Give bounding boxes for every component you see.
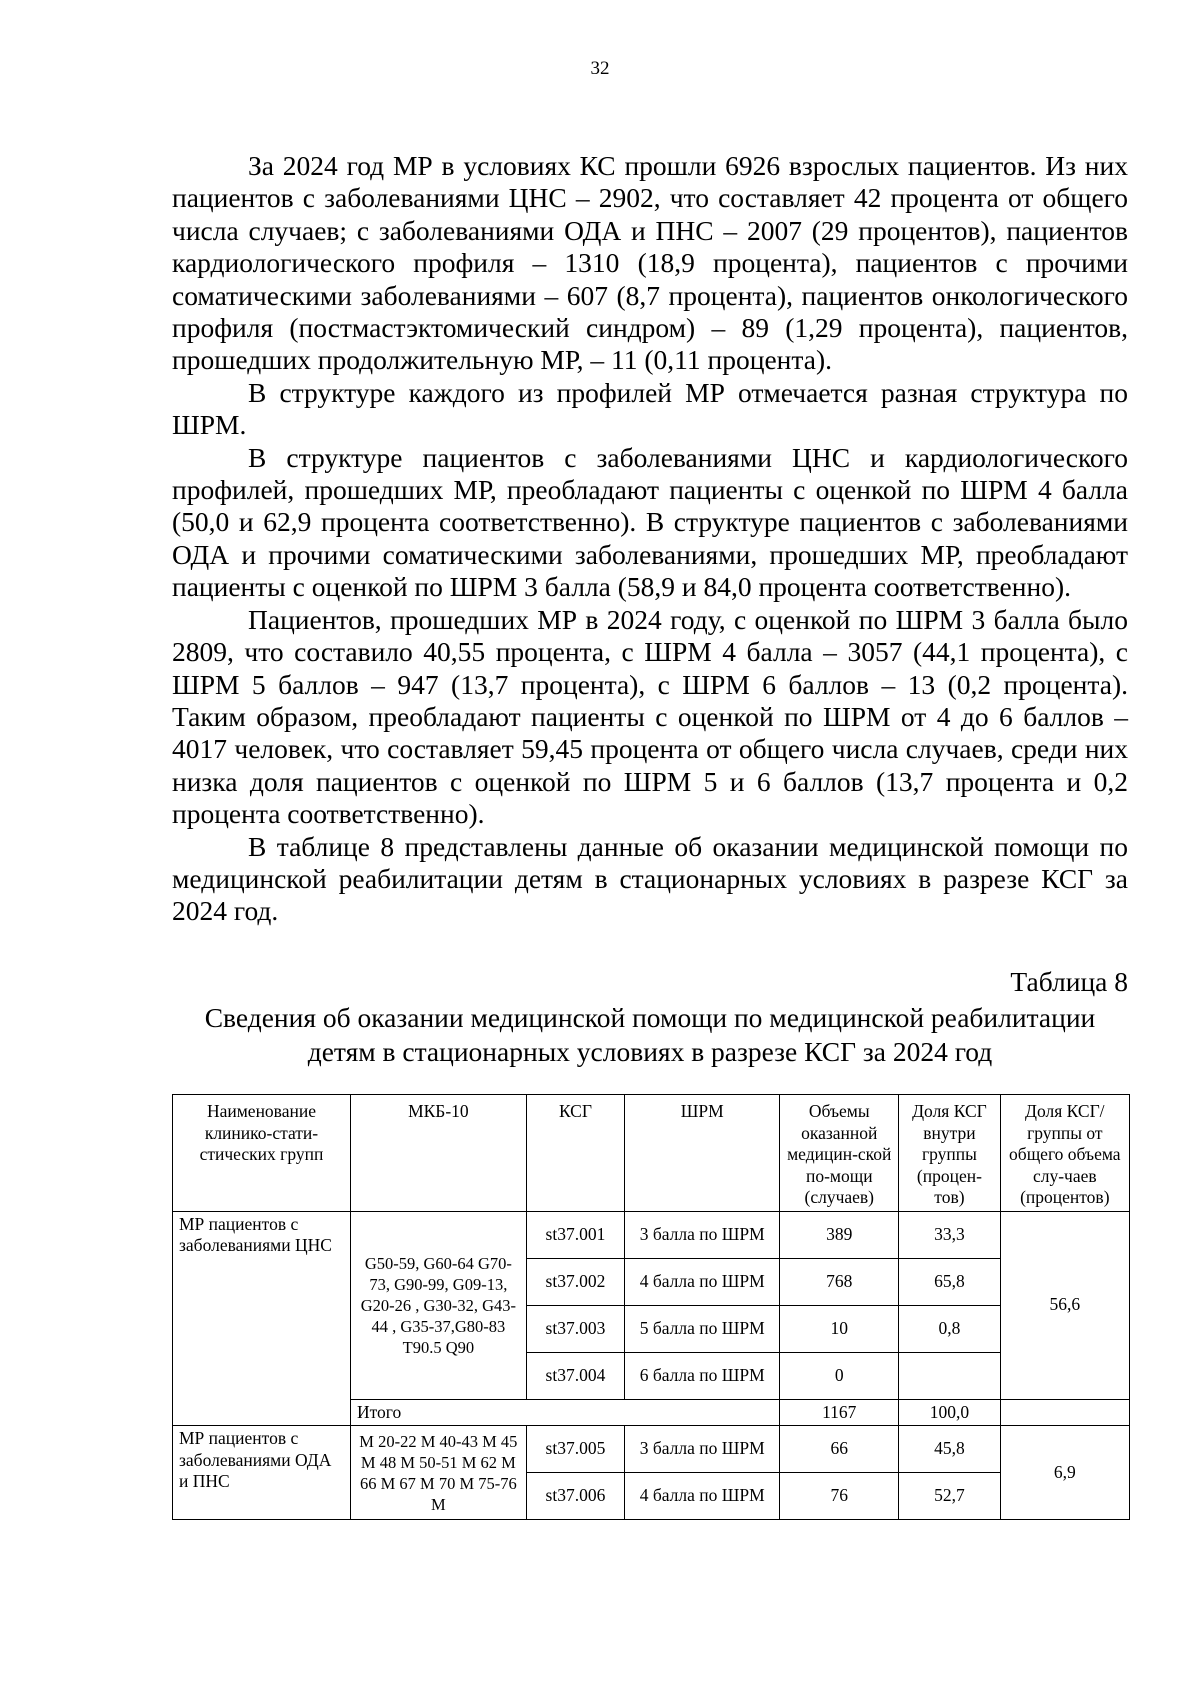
total-label: Итого [350, 1399, 779, 1426]
header-volume: Объемы оказанной медицин-ской по-мощи (случаев) [780, 1095, 899, 1212]
share-cell: 33,3 [899, 1211, 1000, 1258]
share-total-cell: 56,6 [1000, 1211, 1129, 1399]
table-row [173, 1426, 1130, 1473]
paragraph: В структуре каждого из профилей МР отмечается разная структура по ШРМ. [172, 376, 1128, 441]
share-cell [899, 1352, 1000, 1399]
share-total-cell: 6,9 [1000, 1426, 1129, 1520]
volume-cell: 76 [780, 1473, 899, 1520]
paragraph: За 2024 год МР в условиях КС прошли 6926 взрослых пациентов. Из них пациентов с заболеваниями ЦНС – 2902, что составляет 42 процента от общего числа случаев; с заболеваниями ОДА и ПНС – 2007 (29 процентов), пациентов кардиологического профиля – 1310 (18,9 процента), пациентов с прочими соматическими заболеваниями – 607 (8,7 процента), пациентов онкологического профиля (постмастэктомический синдром) – 89 (1,29 процента), пациентов, прошедших продолжительную МР, – 11 (0,11 процента). [172, 150, 1128, 376]
shrm-cell: 6 балла по ШРМ [625, 1352, 780, 1399]
shrm-cell: 3 балла по ШРМ [625, 1426, 780, 1473]
shrm-cell: 5 балла по ШРМ [625, 1305, 780, 1352]
body-text [172, 150, 1128, 928]
volume-cell: 768 [780, 1258, 899, 1305]
shrm-cell: 3 балла по ШРМ [625, 1211, 780, 1258]
page-number: 32 [590, 58, 610, 79]
header-ksg: КСГ [526, 1095, 624, 1212]
ksg-cell: st37.003 [526, 1305, 624, 1352]
rehabilitation-table [172, 1094, 1130, 1520]
volume-cell: 389 [780, 1211, 899, 1258]
ksg-cell: st37.005 [526, 1426, 624, 1473]
table-title [172, 1001, 1128, 1069]
table-title-line: детям в стационарных условиях в разрезе КСГ за 2024 год [307, 1036, 993, 1067]
share-cell: 45,8 [899, 1426, 1000, 1473]
ksg-cell: st37.006 [526, 1473, 624, 1520]
volume-cell: 0 [780, 1352, 899, 1399]
mkb-codes-cell: G50-59, G60-64 G70-73, G90-99, G09-13, G20-26 , G30-32, G43-44 , G35-37,G80-83 T90.5 Q90 [350, 1211, 526, 1399]
total-share: 100,0 [899, 1399, 1000, 1426]
paragraph: В структуре пациентов с заболеваниями ЦНС и кардиологического профилей, прошедших МР, преобладают пациенты с оценкой по ШРМ 4 балла (50,0 и 62,9 процента соответственно). В структуре пациентов с заболеваниями ОДА и прочими соматическими заболеваниями, прошедших МР, преобладают пациенты с оценкой по ШРМ 3 балла (58,9 и 84,0 процента соответственно). [172, 441, 1128, 603]
table-header-row [173, 1095, 1130, 1212]
ksg-cell: st37.004 [526, 1352, 624, 1399]
table-row [173, 1211, 1130, 1258]
header-shrm: ШРМ [625, 1095, 780, 1212]
volume-cell: 10 [780, 1305, 899, 1352]
header-share-in-group: Доля КСГ внутри группы (процен-тов) [899, 1095, 1000, 1212]
header-mkb: МКБ-10 [350, 1095, 526, 1212]
header-group: Наименование клинико-стати-стических групп [173, 1095, 351, 1212]
share-cell: 52,7 [899, 1473, 1000, 1520]
group-name-cell: МР пациентов с заболеваниями ОДА и ПНС [173, 1426, 351, 1520]
shrm-cell: 4 балла по ШРМ [625, 1473, 780, 1520]
group-name-cell: МР пациентов с заболеваниями ЦНС [173, 1211, 351, 1426]
ksg-cell: st37.002 [526, 1258, 624, 1305]
table-label: Таблица 8 [1010, 966, 1128, 997]
share-cell: 0,8 [899, 1305, 1000, 1352]
paragraph: Пациентов, прошедших МР в 2024 году, с оценкой по ШРМ 3 балла было 2809, что составило 40,55 процента, с ШРМ 4 балла – 3057 (44,1 процента), с ШРМ 5 баллов – 947 (13,7 процента), с ШРМ 6 баллов – 13 (0,2 процента). Таким образом, преобладают пациенты с оценкой по ШРМ от 4 до 6 баллов – 4017 человек, что составляет 59,45 процента от общего числа случаев, среди них низка доля пациентов с оценкой по ШРМ 5 и 6 баллов (13,7 процента и 0,2 процента соответственно). [172, 603, 1128, 830]
paragraph: В таблице 8 представлены данные об оказании медицинской помощи по медицинской реабилитации детям в стационарных условиях в разрезе КСГ за 2024 год. [172, 830, 1128, 927]
total-volume: 1167 [780, 1399, 899, 1426]
shrm-cell: 4 балла по ШРМ [625, 1258, 780, 1305]
table-title-line: Сведения об оказании медицинской помощи по медицинской реабилитации [204, 1002, 1096, 1033]
mkb-codes-cell: M 20-22 M 40-43 M 45 M 48 M 50-51 M 62 M 66 M 67 M 70 M 75-76 M [350, 1426, 526, 1520]
volume-cell: 66 [780, 1426, 899, 1473]
share-cell: 65,8 [899, 1258, 1000, 1305]
header-share-total: Доля КСГ/ группы от общего объема слу-чаев (процентов) [1000, 1095, 1129, 1212]
ksg-cell: st37.001 [526, 1211, 624, 1258]
total-empty-cell [1000, 1399, 1129, 1426]
